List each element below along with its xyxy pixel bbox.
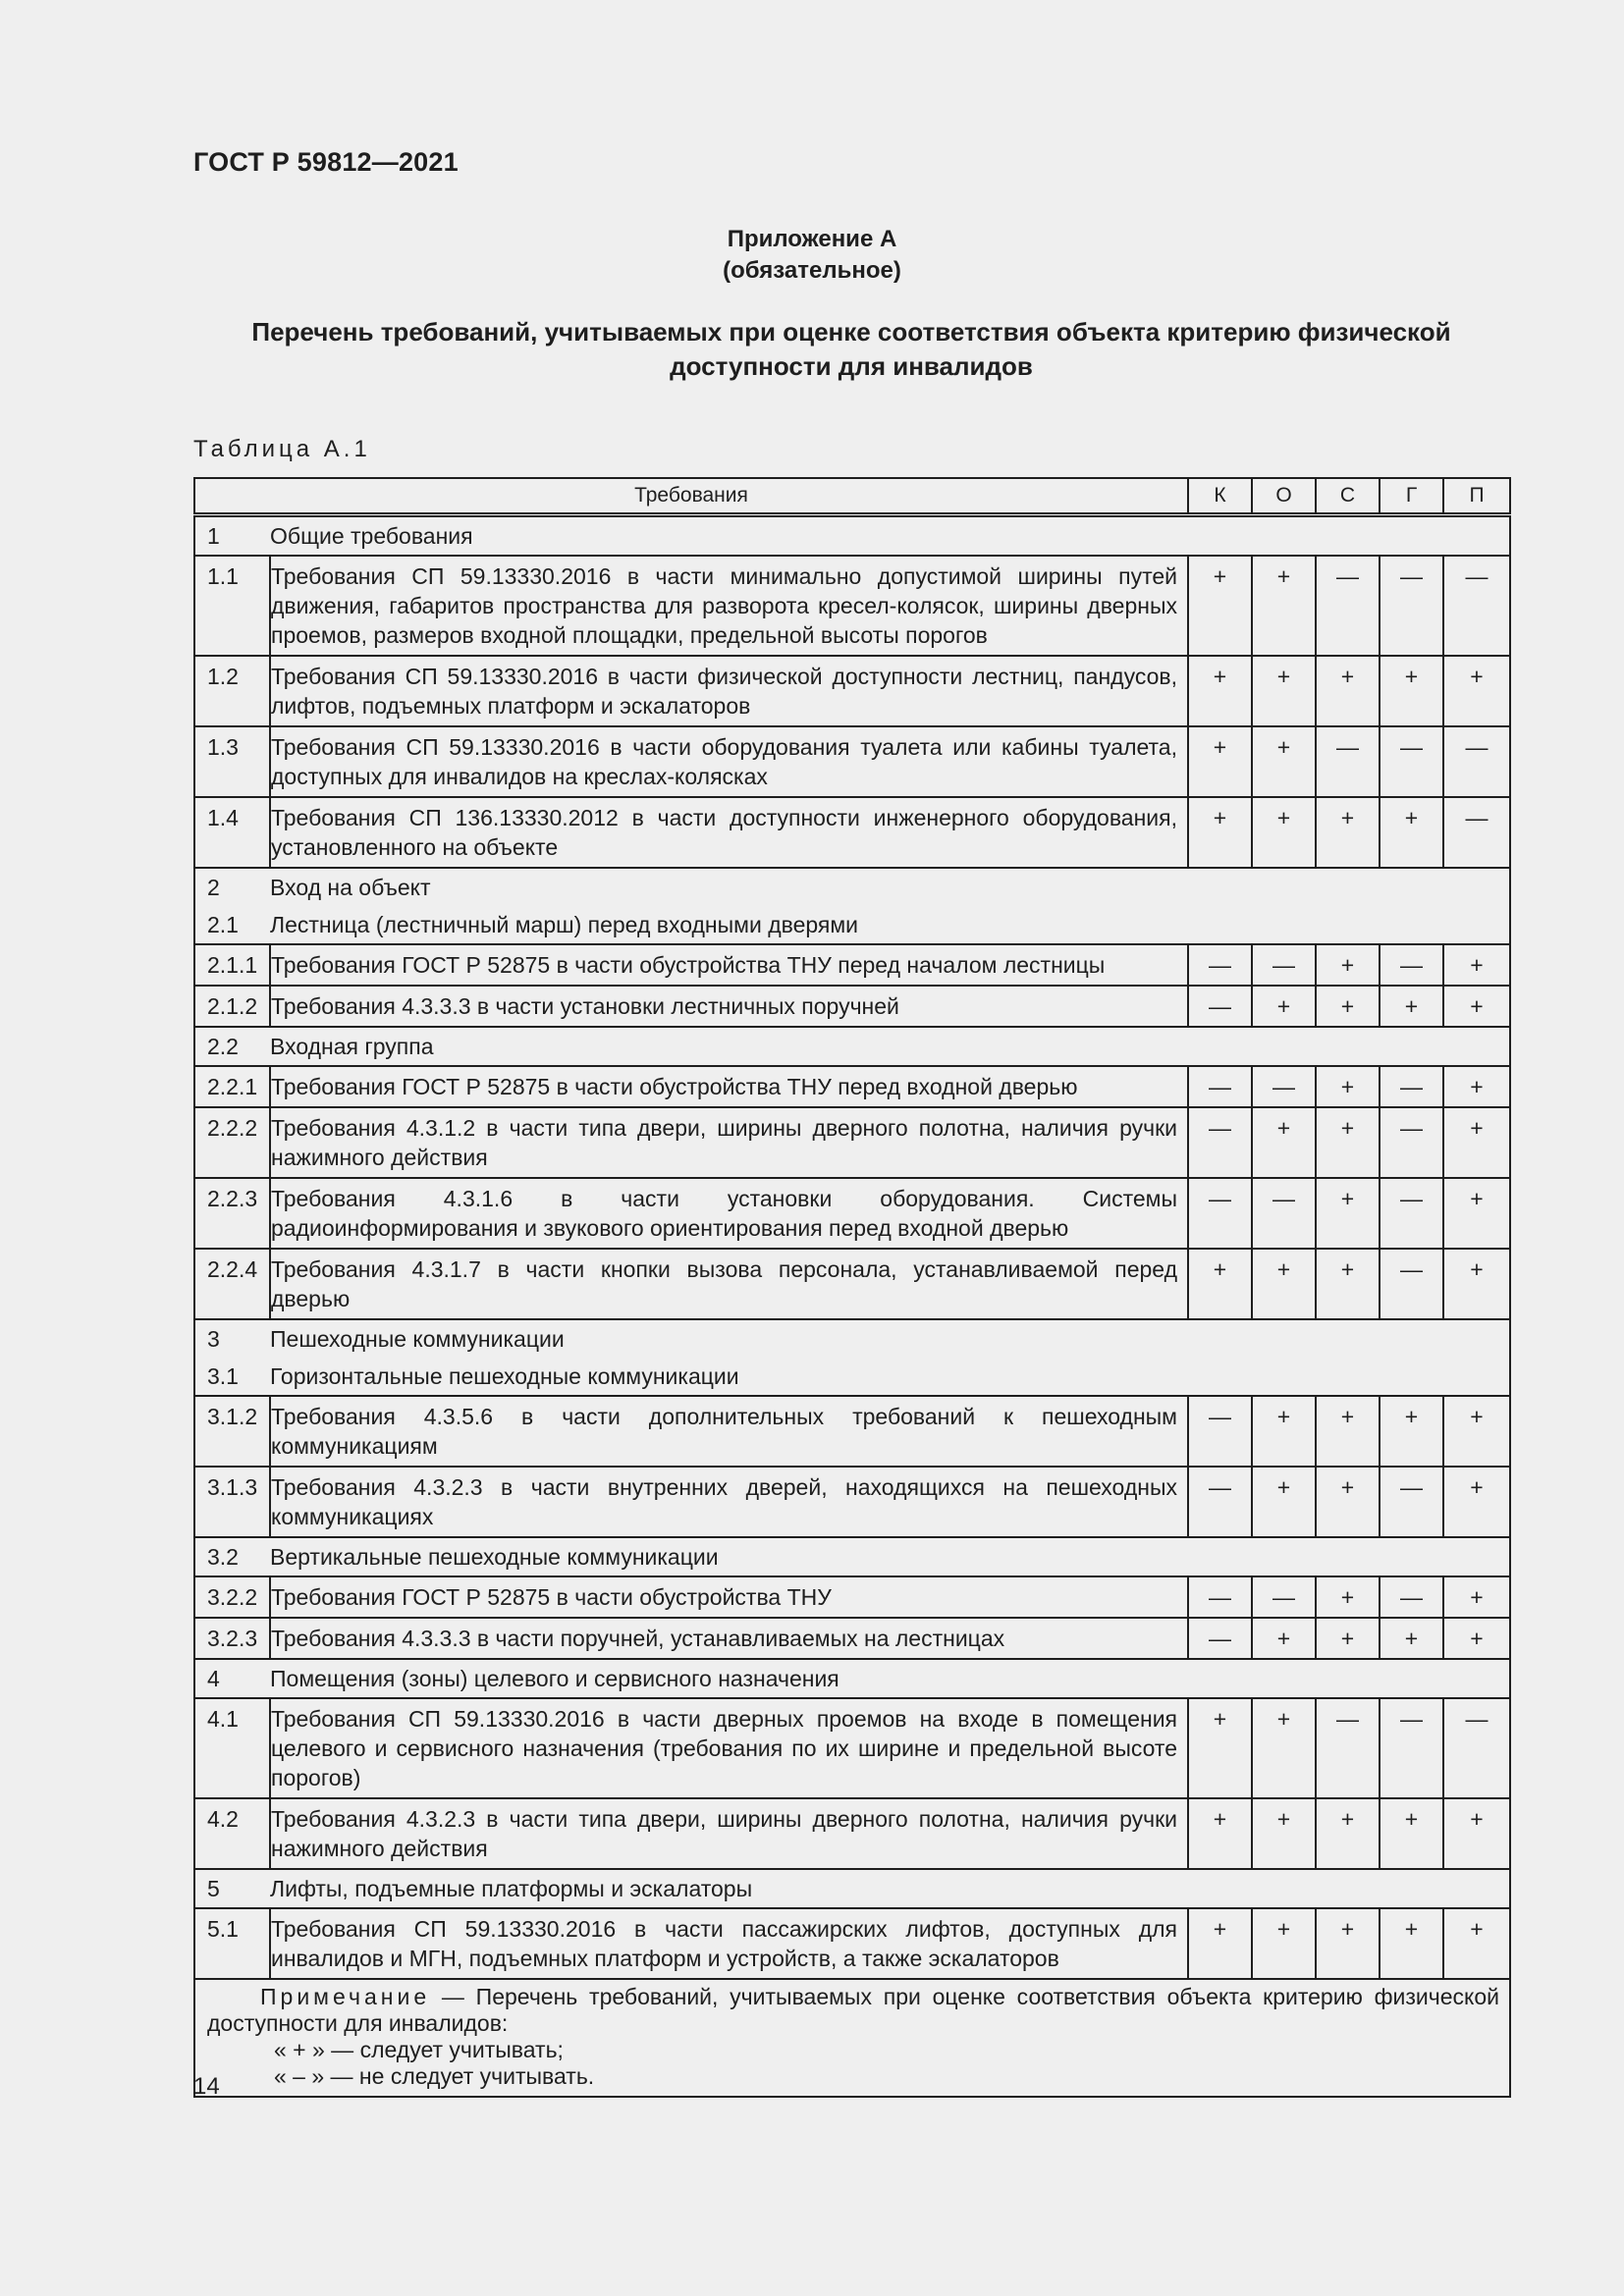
mark-g: — (1380, 1107, 1443, 1178)
row-requirement: Требования 4.3.5.6 в части дополнительных требований к пешеходным коммуникациям (270, 1396, 1188, 1467)
table-row (194, 1066, 1510, 1107)
table-row (194, 1576, 1510, 1618)
mark-o: + (1252, 656, 1316, 726)
mark-k: — (1188, 1396, 1252, 1467)
mark-p: — (1443, 556, 1510, 656)
table-row (194, 1618, 1510, 1659)
mark-s: + (1316, 1618, 1380, 1659)
mark-p: + (1443, 1576, 1510, 1618)
mark-g: + (1380, 1908, 1443, 1979)
mark-g: + (1380, 797, 1443, 868)
mark-k: + (1188, 1249, 1252, 1319)
mark-g: — (1380, 1178, 1443, 1249)
table-row (194, 1698, 1510, 1798)
row-number: 4.1 (194, 1698, 270, 1798)
row-requirement: Лифты, подъемные платформы и эскалаторы (270, 1869, 1510, 1908)
mark-s: + (1316, 1249, 1380, 1319)
table-body (194, 515, 1510, 1980)
mark-g: + (1380, 1798, 1443, 1869)
mark-g: — (1380, 726, 1443, 797)
mark-k: — (1188, 1178, 1252, 1249)
mark-p: + (1443, 1178, 1510, 1249)
heading-line-1: Перечень требований, учитываемых при оценке соответствия объекта критерию физической (251, 317, 1451, 347)
mark-p: + (1443, 1396, 1510, 1467)
section-row (194, 1537, 1510, 1576)
mark-k: + (1188, 1798, 1252, 1869)
table-row (194, 1467, 1510, 1537)
row-number: 1 (194, 515, 270, 557)
row-number: 3.1 (194, 1358, 270, 1396)
row-number: 2.1.2 (194, 986, 270, 1027)
table-row (194, 1396, 1510, 1467)
mark-s: + (1316, 1798, 1380, 1869)
row-requirement: Требования СП 59.13330.2016 в части оборудования туалета или кабины туалета, доступных для инвалидов на креслах-колясках (270, 726, 1188, 797)
row-number: 2 (194, 868, 270, 906)
mark-p: + (1443, 986, 1510, 1027)
row-number: 2.2 (194, 1027, 270, 1066)
table-row (194, 1178, 1510, 1249)
mark-s: + (1316, 1576, 1380, 1618)
mark-s: + (1316, 1467, 1380, 1537)
note-label: Примечание (260, 1984, 431, 2009)
row-number: 5 (194, 1869, 270, 1908)
row-requirement: Помещения (зоны) целевого и сервисного назначения (270, 1659, 1510, 1698)
mark-s: + (1316, 944, 1380, 986)
mark-k: — (1188, 1107, 1252, 1178)
note-text: — Перечень требований, учитываемых при оценке соответствия объекта критерию физической доступности для инвалидов: (207, 1984, 1499, 2036)
section-row (194, 906, 1510, 944)
document-heading (193, 315, 1509, 384)
mark-s: + (1316, 797, 1380, 868)
mark-g: + (1380, 986, 1443, 1027)
mark-p: + (1443, 1249, 1510, 1319)
row-number: 5.1 (194, 1908, 270, 1979)
column-header-requirements: Требования (194, 478, 1188, 515)
row-number: 4 (194, 1659, 270, 1698)
row-requirement: Требования 4.3.3.3 в части поручней, устанавливаемых на лестницах (270, 1618, 1188, 1659)
column-header-g: Г (1380, 478, 1443, 515)
row-number: 1.4 (194, 797, 270, 868)
mark-o: — (1252, 1178, 1316, 1249)
mark-k: + (1188, 556, 1252, 656)
row-number: 2.2.1 (194, 1066, 270, 1107)
mark-p: + (1443, 1618, 1510, 1659)
table-header-row (194, 478, 1510, 515)
section-row (194, 515, 1510, 557)
mark-o: — (1252, 944, 1316, 986)
row-requirement: Пешеходные коммуникации (270, 1319, 1510, 1358)
mark-p: — (1443, 797, 1510, 868)
mark-g: — (1380, 944, 1443, 986)
table-row (194, 1249, 1510, 1319)
row-requirement: Общие требования (270, 515, 1510, 557)
mark-g: — (1380, 1066, 1443, 1107)
mark-o: + (1252, 1467, 1316, 1537)
note-minus-line: « – » — не следует учитывать. (274, 2063, 595, 2089)
row-number: 1.2 (194, 656, 270, 726)
mark-g: — (1380, 1249, 1443, 1319)
mark-o: + (1252, 986, 1316, 1027)
mark-s: + (1316, 1396, 1380, 1467)
document-code: ГОСТ Р 59812—2021 (193, 147, 459, 177)
column-header-o: О (1252, 478, 1316, 515)
mark-g: + (1380, 656, 1443, 726)
mark-p: + (1443, 1467, 1510, 1537)
mark-o: — (1252, 1576, 1316, 1618)
mark-p: + (1443, 1908, 1510, 1979)
row-requirement: Требования ГОСТ Р 52875 в части обустройства ТНУ (270, 1576, 1188, 1618)
column-header-s: С (1316, 478, 1380, 515)
table-row (194, 986, 1510, 1027)
mark-o: + (1252, 1396, 1316, 1467)
row-requirement: Требования СП 59.13330.2016 в части дверных проемов на входе в помещения целевого и сервисного назначения (требования по их ширине и предельной высоте порогов) (270, 1698, 1188, 1798)
row-number: 2.2.4 (194, 1249, 270, 1319)
mark-p: — (1443, 726, 1510, 797)
mark-s: + (1316, 1066, 1380, 1107)
mark-s: + (1316, 656, 1380, 726)
mark-g: + (1380, 1396, 1443, 1467)
mark-s: — (1316, 726, 1380, 797)
section-row (194, 868, 1510, 906)
row-requirement: Требования 4.3.3.3 в части установки лестничных поручней (270, 986, 1188, 1027)
table-row (194, 726, 1510, 797)
row-requirement: Требования СП 59.13330.2016 в части пассажирских лифтов, доступных для инвалидов и МГН, подъемных платформ и устройств, а также эскалаторов (270, 1908, 1188, 1979)
row-number: 3.1.2 (194, 1396, 270, 1467)
row-number: 3 (194, 1319, 270, 1358)
section-row (194, 1358, 1510, 1396)
table-row (194, 556, 1510, 656)
row-number: 3.2.3 (194, 1618, 270, 1659)
row-number: 2.1 (194, 906, 270, 944)
section-row (194, 1027, 1510, 1066)
mark-k: — (1188, 1576, 1252, 1618)
mark-o: + (1252, 726, 1316, 797)
mark-o: + (1252, 1249, 1316, 1319)
row-requirement: Лестница (лестничный марш) перед входными дверями (270, 906, 1510, 944)
mark-k: + (1188, 797, 1252, 868)
row-requirement: Требования 4.3.1.6 в части установки оборудования. Системы радиоинформирования и звукового ориентирования перед входной дверью (270, 1178, 1188, 1249)
mark-p: + (1443, 1066, 1510, 1107)
row-number: 1.1 (194, 556, 270, 656)
row-number: 3.2 (194, 1537, 270, 1576)
mark-o: + (1252, 1798, 1316, 1869)
mark-k: + (1188, 1908, 1252, 1979)
table-row (194, 1107, 1510, 1178)
section-row (194, 1319, 1510, 1358)
section-row (194, 1659, 1510, 1698)
row-requirement: Входная группа (270, 1027, 1510, 1066)
mark-p: + (1443, 944, 1510, 986)
row-requirement: Требования 4.3.1.2 в части типа двери, ширины дверного полотна, наличия ручки нажимного действия (270, 1107, 1188, 1178)
row-requirement: Требования 4.3.2.3 в части типа двери, ширины дверного полотна, наличия ручки нажимного действия (270, 1798, 1188, 1869)
row-number: 1.3 (194, 726, 270, 797)
mark-g: — (1380, 1576, 1443, 1618)
row-requirement: Горизонтальные пешеходные коммуникации (270, 1358, 1510, 1396)
mark-k: — (1188, 1618, 1252, 1659)
requirements-table (193, 477, 1511, 2098)
mark-o: + (1252, 797, 1316, 868)
row-requirement: Требования 4.3.1.7 в части кнопки вызова персонала, устанавливаемой перед дверью (270, 1249, 1188, 1319)
annex-heading (0, 224, 1624, 287)
mark-o: + (1252, 556, 1316, 656)
mark-p: + (1443, 1107, 1510, 1178)
mark-o: + (1252, 1698, 1316, 1798)
mark-s: + (1316, 1107, 1380, 1178)
table-row (194, 797, 1510, 868)
table-row (194, 944, 1510, 986)
mark-p: + (1443, 1798, 1510, 1869)
column-header-p: П (1443, 478, 1510, 515)
heading-line-2: доступности для инвалидов (670, 351, 1033, 381)
note-paragraph (207, 1984, 1499, 2037)
table-row (194, 656, 1510, 726)
table-row (194, 1908, 1510, 1979)
table-note (194, 1979, 1510, 2097)
column-header-k: К (1188, 478, 1252, 515)
mark-g: — (1380, 556, 1443, 656)
mark-s: + (1316, 1178, 1380, 1249)
mark-p: + (1443, 656, 1510, 726)
note-row (194, 1979, 1510, 2097)
page-number: 14 (193, 2073, 220, 2100)
table-row (194, 1798, 1510, 1869)
mark-s: — (1316, 1698, 1380, 1798)
mark-p: — (1443, 1698, 1510, 1798)
row-number: 3.2.2 (194, 1576, 270, 1618)
row-number: 3.1.3 (194, 1467, 270, 1537)
mark-o: — (1252, 1066, 1316, 1107)
mark-k: — (1188, 1066, 1252, 1107)
mark-k: + (1188, 656, 1252, 726)
row-number: 2.2.2 (194, 1107, 270, 1178)
mark-s: + (1316, 1908, 1380, 1979)
row-requirement: Требования ГОСТ Р 52875 в части обустройства ТНУ перед входной дверью (270, 1066, 1188, 1107)
mark-k: + (1188, 726, 1252, 797)
table-caption: Таблица А.1 (193, 436, 371, 462)
row-number: 2.1.1 (194, 944, 270, 986)
note-plus-line: « + » — следует учитывать; (274, 2037, 564, 2062)
row-requirement: Требования СП 59.13330.2016 в части минимально допустимой ширины путей движения, габаритов пространства для разворота кресел-колясок, ширины дверных проемов, размеров входной площадки, предельной высоты порогов (270, 556, 1188, 656)
section-row (194, 1869, 1510, 1908)
mark-g: — (1380, 1467, 1443, 1537)
annex-subtitle: (обязательное) (723, 257, 901, 284)
mark-k: — (1188, 1467, 1252, 1537)
row-requirement: Вертикальные пешеходные коммуникации (270, 1537, 1510, 1576)
mark-o: + (1252, 1107, 1316, 1178)
row-requirement: Вход на объект (270, 868, 1510, 906)
mark-g: + (1380, 1618, 1443, 1659)
annex-title: Приложение А (727, 226, 897, 252)
mark-g: — (1380, 1698, 1443, 1798)
row-requirement: Требования ГОСТ Р 52875 в части обустройства ТНУ перед началом лестницы (270, 944, 1188, 986)
row-requirement: Требования СП 59.13330.2016 в части физической доступности лестниц, пандусов, лифтов, подъемных платформ и эскалаторов (270, 656, 1188, 726)
mark-s: + (1316, 986, 1380, 1027)
mark-k: + (1188, 1698, 1252, 1798)
row-number: 4.2 (194, 1798, 270, 1869)
mark-s: — (1316, 556, 1380, 656)
row-requirement: Требования 4.3.2.3 в части внутренних дверей, находящихся на пешеходных коммуникациях (270, 1467, 1188, 1537)
mark-o: + (1252, 1908, 1316, 1979)
row-number: 2.2.3 (194, 1178, 270, 1249)
mark-k: — (1188, 944, 1252, 986)
mark-k: — (1188, 986, 1252, 1027)
mark-o: + (1252, 1618, 1316, 1659)
row-requirement: Требования СП 136.13330.2012 в части доступности инженерного оборудования, установленного на объекте (270, 797, 1188, 868)
